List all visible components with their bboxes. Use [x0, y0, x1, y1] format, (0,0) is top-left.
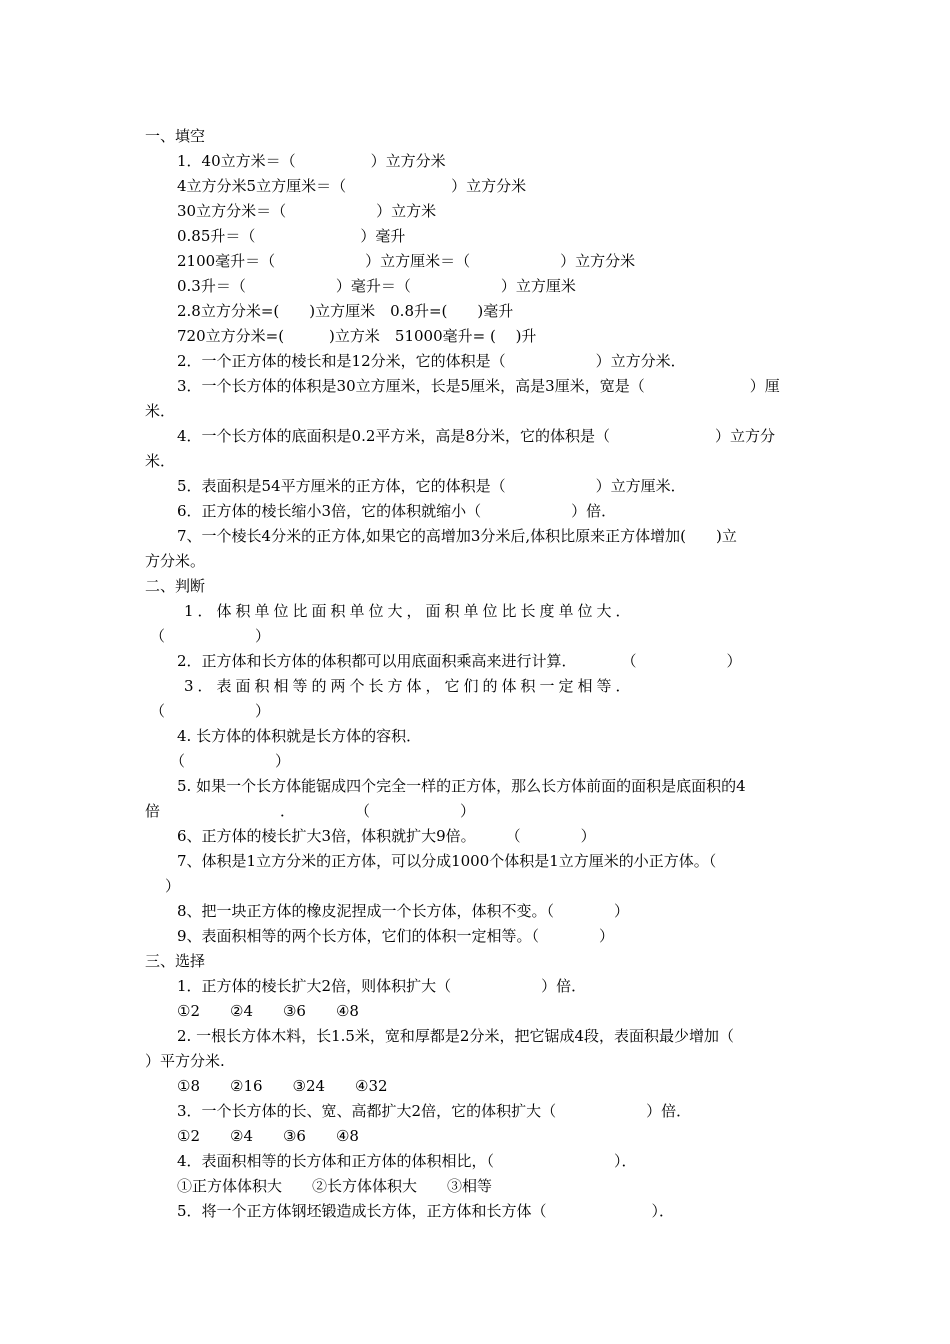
fill-item-3-cont: 米．: [145, 402, 176, 420]
choice-item-2-cont: ）平方分米.: [145, 1052, 225, 1070]
fill-item-7-cont: 方分米。: [145, 552, 206, 570]
fill-item-1a: 1．40立方米＝（ ）立方分米: [177, 152, 446, 170]
choice-item-1: 1．正方体的棱长扩大2倍，则体积扩大（ ）倍．: [177, 977, 587, 995]
choice-item-3-options: ①2 ②4 ③6 ④8: [177, 1127, 359, 1145]
judge-item-8: 8、把一块正方体的橡皮泥捏成一个长方体，体积不变。（ ）: [177, 902, 630, 920]
fill-item-3: 3．一个长方体的体积是30立方厘米，长是5厘米，高是3厘米，宽是（ ）厘: [177, 377, 780, 395]
judge-item-5: 5. 如果一个长方体能锯成四个完全一样的正方体，那么长方体前面的面积是底面积的4: [177, 777, 746, 795]
fill-item-7: 7、一个棱长4分米的正方体,如果它的高增加3分米后,体积比原来正方体增加( )立: [177, 527, 737, 545]
choice-item-2: 2. 一根长方体木料，长1.5米，宽和厚都是2分米，把它锯成4段，表面积最少增加（: [177, 1027, 735, 1045]
choice-item-2-options: ①8 ②16 ③24 ④32: [177, 1077, 388, 1095]
section-title-choice: 三、选择: [145, 952, 206, 970]
fill-item-1h: 720立方分米=( )立方米 51000毫升= ( )升: [177, 327, 537, 345]
fill-item-6: 6．正方体的棱长缩小3倍，它的体积就缩小（ ）倍．: [177, 502, 617, 520]
judge-item-4: 4. 长方体的体积就是长方体的容积．: [177, 727, 422, 745]
section-title-fill-blank: 一、填空: [145, 127, 206, 145]
fill-item-5: 5．表面积是54平方厘米的正方体，它的体积是（ ）立方厘米．: [177, 477, 686, 495]
fill-item-4-cont: 米．: [145, 452, 176, 470]
judge-item-3-answer: （ ）: [150, 702, 271, 720]
fill-item-1g: 2.8立方分米=( )立方厘米 0.8升=( )毫升: [177, 302, 514, 320]
fill-item-1b: 4立方分米5立方厘米＝（ ）立方分米: [177, 177, 527, 195]
fill-item-1c: 30立方分米＝（ ）立方米: [177, 202, 437, 220]
choice-item-5: 5．将一个正方体钢坯锻造成长方体，正方体和长方体（ ）．: [177, 1202, 675, 1220]
section-title-judge: 二、判断: [145, 577, 206, 595]
judge-item-1-answer: （ ）: [150, 627, 271, 645]
fill-item-1f: 0.3升＝（ ）毫升＝（ ）立方厘米: [177, 277, 576, 295]
choice-item-1-options: ①2 ②4 ③6 ④8: [177, 1002, 359, 1020]
fill-item-2: 2．一个正方体的棱长和是12分米，它的体积是（ ）立方分米．: [177, 352, 686, 370]
judge-item-7-cont: ）: [165, 877, 181, 895]
judge-item-7: 7、体积是1立方分米的正方体，可以分成1000个体积是1立方厘米的小正方体。（: [177, 852, 717, 870]
judge-item-4-answer: （ ）: [170, 752, 291, 770]
fill-item-1e: 2100毫升＝（ ）立方厘米＝（ ）立方分米: [177, 252, 636, 270]
choice-item-4: 4．表面积相等的长方体和正方体的体积相比，（ ）．: [177, 1152, 637, 1170]
choice-item-4-options: ①正方体体积大 ②长方体体积大 ③相等: [177, 1177, 493, 1195]
judge-item-1: 1．体积单位比面积单位大，面积单位比长度单位大．: [184, 602, 635, 620]
judge-item-9: 9、表面积相等的两个长方体，它们的体积一定相等。（ ）: [177, 927, 615, 945]
judge-item-2: 2．正方体和长方体的体积都可以用底面积乘高来进行计算． （ ）: [177, 652, 742, 670]
choice-item-3: 3．一个长方体的长、宽、高都扩大2倍，它的体积扩大（ ）倍．: [177, 1102, 692, 1120]
fill-item-1d: 0.85升＝（ ）毫升: [177, 227, 406, 245]
judge-item-6: 6、正方体的棱长扩大3倍，体积就扩大9倍。 （ ）: [177, 827, 596, 845]
judge-item-5-cont: 倍 ． （ ）: [145, 802, 476, 820]
judge-item-3: 3．表面积相等的两个长方体，它们的体积一定相等．: [184, 677, 635, 695]
fill-item-4: 4．一个长方体的底面积是0.2平方米，高是8分米，它的体积是（ ）立方分: [177, 427, 775, 445]
